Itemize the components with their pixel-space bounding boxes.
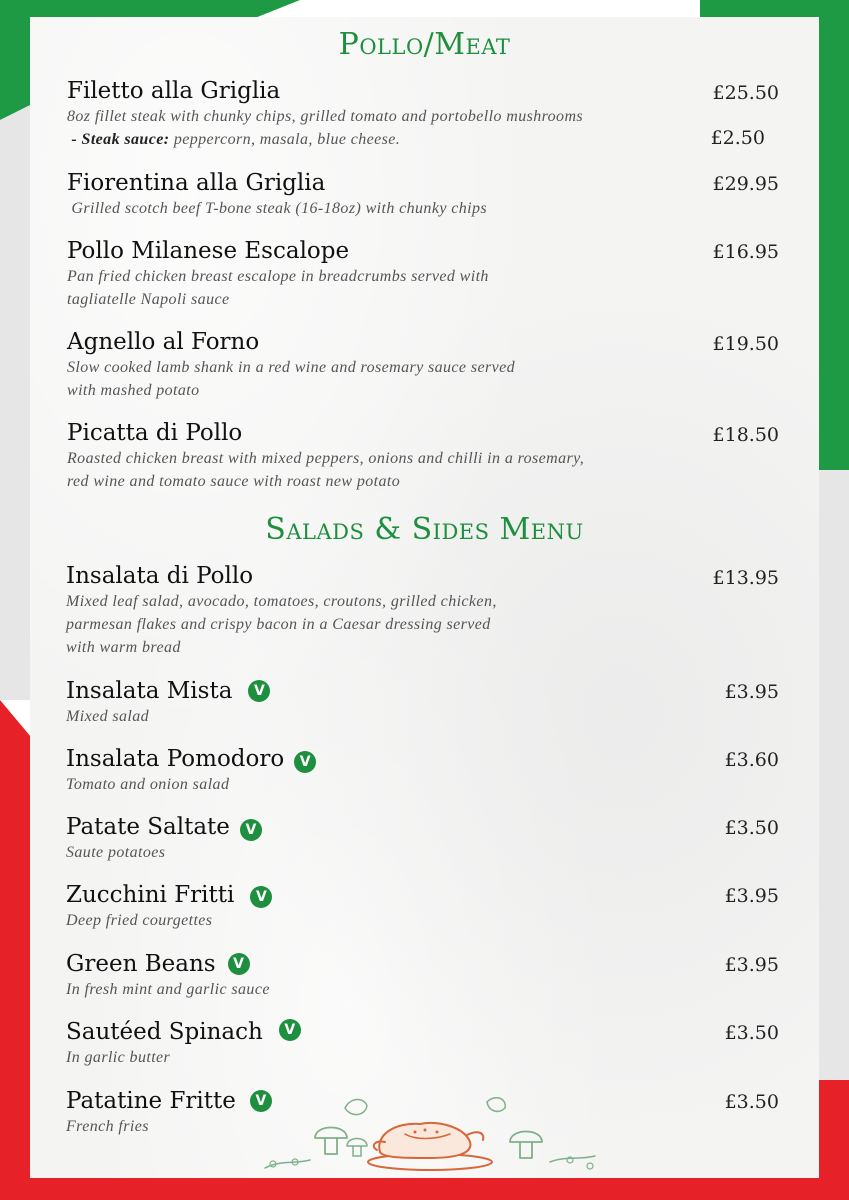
- menu-item-zucchini-fritti: [66, 881, 786, 932]
- vegetarian-badge-icon: V: [248, 680, 270, 702]
- item-name: Filetto alla Griglia: [67, 78, 281, 104]
- item-description: Mixed leaf salad, avocado, tomatoes, croutons, grilled chicken,: [66, 593, 497, 610]
- menu-item-picatta: [67, 419, 787, 493]
- vegetarian-badge-icon: V: [250, 886, 272, 908]
- item-name: Green Beans: [66, 951, 216, 977]
- item-price: £29.95: [712, 173, 779, 195]
- item-name: Pollo Milanese Escalope: [67, 238, 350, 264]
- menu-item-insalata-mista: [66, 677, 786, 728]
- item-name: Agnello al Forno: [67, 329, 260, 355]
- item-extra: [67, 128, 787, 151]
- vegetarian-badge-icon: V: [294, 751, 316, 773]
- item-name: Insalata Mista: [66, 678, 233, 704]
- item-price: £3.95: [724, 681, 779, 703]
- vegetarian-badge-icon: V: [240, 819, 262, 841]
- section-title-meat: Pollo/Meat: [338, 27, 511, 62]
- item-price: £16.95: [712, 241, 779, 263]
- roast-chicken-illustration-icon: [255, 1090, 605, 1180]
- item-description: Grilled scotch beef T-bone steak (16-18oz) with chunky chips: [67, 200, 488, 217]
- item-price: £3.95: [724, 954, 779, 976]
- menu-item-sauteed-spinach: [66, 1018, 786, 1069]
- vegetarian-badge-icon: V: [279, 1019, 301, 1041]
- item-price: £3.50: [724, 1022, 779, 1044]
- item-description: Tomato and onion salad: [66, 776, 230, 793]
- item-price: £18.50: [712, 424, 779, 446]
- vegetarian-badge-icon: V: [228, 953, 250, 975]
- item-name: Insalata di Pollo: [66, 563, 254, 589]
- item-name: Patate Saltate: [66, 814, 230, 840]
- item-description: Mixed salad: [66, 708, 150, 725]
- item-description: with mashed potato: [67, 382, 200, 399]
- section-title-salads: Salads & Sides Menu: [265, 512, 584, 547]
- item-description: 8oz fillet steak with chunky chips, grilled tomato and portobello mushrooms: [67, 108, 584, 125]
- item-name: Fiorentina alla Griglia: [67, 170, 326, 196]
- menu-item-filetto: [67, 77, 787, 151]
- item-description: French fries: [66, 1118, 149, 1135]
- item-price: £3.60: [724, 749, 779, 771]
- item-description: red wine and tomato sauce with roast new potato: [67, 473, 401, 490]
- item-price: £3.50: [724, 1091, 779, 1113]
- item-description: tagliatelle Napoli sauce: [67, 291, 230, 308]
- menu-item-agnello: [67, 328, 787, 402]
- vegetarian-badge-icon: V: [250, 1090, 272, 1112]
- item-name: Picatta di Pollo: [67, 420, 243, 446]
- menu-item-green-beans: [66, 950, 786, 1001]
- item-name: Insalata Pomodoro: [66, 746, 285, 772]
- extra-text: peppercorn, masala, blue cheese.: [169, 131, 401, 148]
- menu-item-patate-saltate: [66, 813, 786, 864]
- item-description: In garlic butter: [66, 1049, 171, 1066]
- extra-label: - Steak sauce:: [71, 131, 170, 148]
- item-description: Saute potatoes: [66, 844, 166, 861]
- item-price: £3.50: [724, 817, 779, 839]
- item-price: £13.95: [712, 567, 779, 589]
- menu-item-insalata-pollo: [66, 562, 786, 659]
- item-price: £19.50: [712, 333, 779, 355]
- item-price: £25.50: [712, 82, 779, 104]
- item-description: with warm bread: [66, 639, 181, 656]
- item-price: £3.95: [724, 885, 779, 907]
- item-description: parmesan flakes and crispy bacon in a Caesar dressing served: [66, 616, 491, 633]
- extra-price: £2.50: [710, 127, 765, 149]
- item-description: Deep fried courgettes: [66, 912, 213, 929]
- item-description: Roasted chicken breast with mixed peppers, onions and chilli in a rosemary,: [67, 450, 585, 467]
- item-description: In fresh mint and garlic sauce: [66, 981, 270, 998]
- item-name: Sautéed Spinach: [66, 1019, 263, 1045]
- item-name: Patatine Fritte: [66, 1088, 236, 1114]
- menu-item-pollo-milanese: [67, 237, 787, 311]
- menu-item-fiorentina: [67, 169, 787, 220]
- item-description: Pan fried chicken breast escalope in breadcrumbs served with: [67, 268, 489, 285]
- item-description: Slow cooked lamb shank in a red wine and rosemary sauce served: [67, 359, 515, 376]
- menu-item-insalata-pomodoro: [66, 745, 786, 796]
- item-name: Zucchini Fritti: [66, 882, 235, 908]
